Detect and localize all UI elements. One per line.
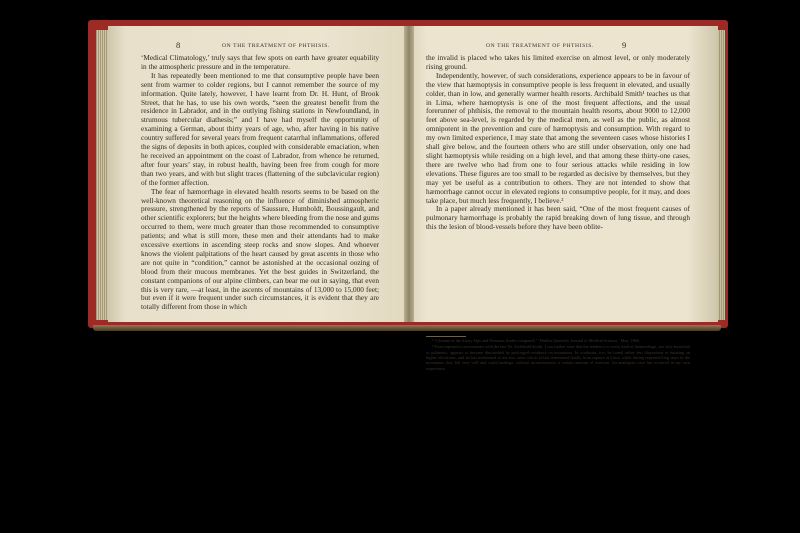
paragraph: Independently, however, of such considerations, experience appears to be in favour of the view that hæmoptysis in consumptive people is less frequent in elevated, and usually colder, than in low, and generally warmer health resorts. Archibald Smith¹ teaches us that in Lima, where hæmoptysis is one of the most frequent affections, and the usual forerunner of phthisis, the removal to the mountain health resorts, about 9000 to 12,000 feet above sea-level, is regarded by the medical men, as well as the public, as almost omnipotent in the prevention and cure of hæmoptysis and consumption. With regard to my own limited experience, I may state that among the seventeen cases whose histories I shall give below, and the fourteen others who are still under observation, only one had slight hæmoptysis while residing on a high level, and that among these thirty-one cases, there are twelve who had from one to four serious attacks while residing in low elevations. These figures are too small to be regarded as decisive by themselves, but they may yet be useful as a contribution to others. They are not intended to show that hæmorrhage cannot occur in elevated regions to consumptive people, for it may, and does take place, but much less frequently, I believe.² [426,70,690,205]
footnote: ² From repeated conversations with the late Dr. Archibald Smith, I can further state that the tendency to every kind of hæmorrhage, not only bronchial or pulmonic, appears to become diminished by prolonged residence on mountains. In scorbutus, too, he found rather less disposition to bursting on higher elevations, and he has mentioned to me two cases which at last terminated fatally from rupture at Lima, while during repeated long stays in the mountains they felt very well and could undergo, without inconvenience, a certain amount of exertion. An analogous case has occurred in my own experience. [426,344,690,371]
left-running-head: ON THE TREATMENT OF PHTHISIS. [222,43,330,49]
left-page-stack [96,30,108,320]
paragraph: ‘Medical Climatology,’ truly says that few spots on earth have greater equability in the atmospheric pressure and in the temperature. [141,53,379,71]
book-gutter [404,26,414,322]
left-body-text [141,54,379,312]
paragraph: the invalid is placed who takes his limited exercise on almost level, or only moderately rising ground. [426,53,690,71]
paragraph: The fear of hæmorrhage in elevated health resorts seems to be based on the well-known theoretical reasoning on the influence of diminished atmospheric pressure, strengthened by the reports of Saussure, Humboldt, Boussingault, and other scientific explorers; but the heights where bleeding from the nose and gums occurred to them, were much greater than those recommended to consumptive patients; and what is still more, these men and their attendants had to make excessive exertions in ascending steep rocks and snow slopes. And whoever knows the violent palpitations of the heart caused by great ascents in those who are not quite in “condition,” cannot be astonished at the occasional oozing of blood from their mucous membranes. Yet the best guides in Switzerland, the constant companions of our alpine climbers, can bear me out in saying, that even this is very rare, —at least, in the ascents of mountains of 13,000 to 15,000 feet; but even if it were frequent under such circumstances, it is evident that they are totally different from those in which [141,186,379,312]
book-bottom-edge [93,325,721,331]
paragraph: In a paper already mentioned it has been said, “One of the most frequent causes of pulmonary hæmorrhage is probably the rapid breaking down of lung tissue, and through this the lesion of blood-vessels before they have been oblite- [426,204,690,232]
footnote: ¹ “Climate of the Swiss Alps and Peruvian Andes compared,” ‘Dublin Quarterly Journal of Medical Science,’ May, 1866. [432,338,640,343]
right-running-head: ON THE TREATMENT OF PHTHISIS. [486,43,594,49]
footnote-rule [426,336,466,337]
left-page-number: 8 [176,40,181,50]
right-page-number: 9 [622,40,627,50]
paragraph: It has repeatedly been mentioned to me that consumptive people have been sent from warmer to colder regions, but I cannot remember the source of my information. Quite lately, however, I have learnt from Dr. H. Hunt, of Brook Street, that he has, to use his own words, “seen the greatest benefit from the residence in Labrador, and in the outlying fishing stations in Newfoundland, in strumous tubercular diathesis;” and I have had myself the opportunity of examining a German, about thirty years of age, who, after having in his native country suffered for several years from frequent catarrhal inflammations, offered the signs of deposits in both apices, coupled with considerable emaciation, when he received an appointment on the coast of Labrador, from whence he returned, after four years’ stay, in robust health, having been free from cough for more than two years, and with but slight traces (flattening of the subclavicular region) of the former affection. [141,70,379,187]
footnotes [426,338,690,372]
right-body-text [426,54,690,232]
